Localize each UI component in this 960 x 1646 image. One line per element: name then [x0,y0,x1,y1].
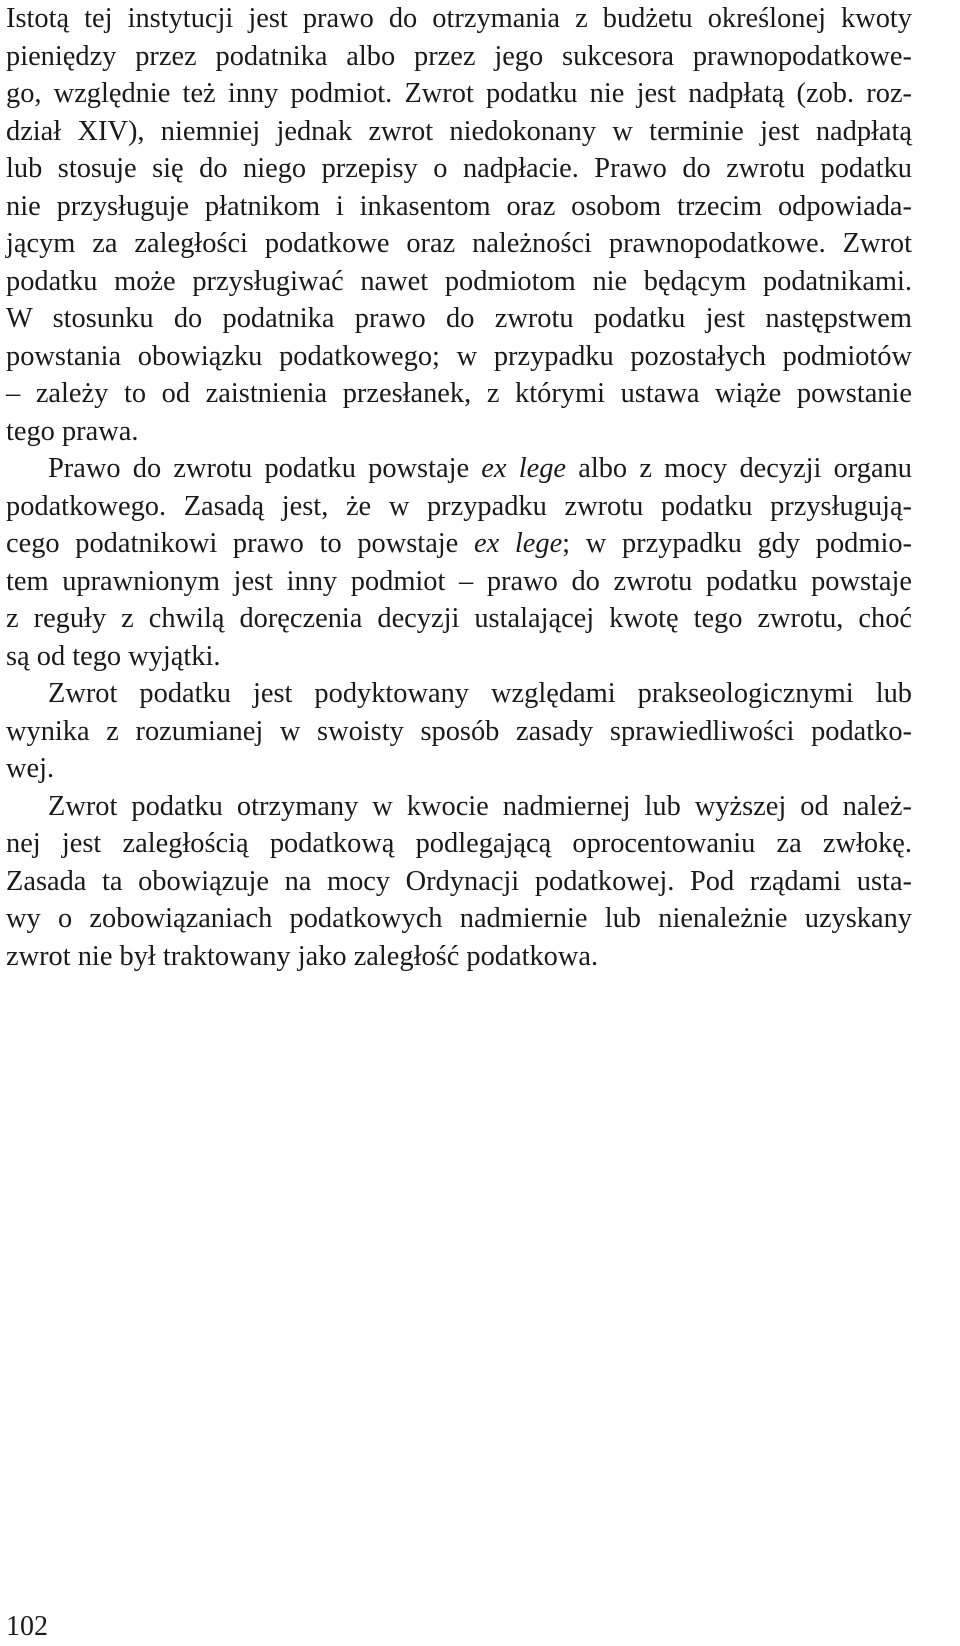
text-run: nej jest zaległością podatkową podlegającą oprocentowaniu za zwłokę. [6,828,912,859]
text-run: nie przysługuje płatnikom i inkasentom oraz osobom trzecim odpowiada- [6,190,912,222]
text-run: Prawo do zwrotu podatku powstaje [48,453,482,484]
page-number: 102 [6,1611,48,1642]
text-run: Istotą tej instytucji jest prawo do otrzymania z budżetu określonej kwoty [6,3,912,34]
text-run: – zależy to od zaistnienia przesłanek, z którymi ustawa wiąże powstanie [6,378,912,409]
text-run: podatkowego. Zasadą jest, że w przypadku zwrotu podatku przysługują- [6,490,912,522]
text-line [6,38,912,76]
text-run: W stosunku do podatnika prawo do zwrotu podatku jest następstwem [6,303,912,334]
text-run: powstania obowiązku podatkowego; w przypadku pozostałych podmiotów [6,340,912,372]
text-line [6,863,912,901]
text-run: go, względnie też inny podmiot. Zwrot podatku nie jest nadpłatą (zob. roz- [6,78,912,109]
text-line [6,900,912,938]
text-line [6,338,912,376]
text-run: zwrot nie był traktowany jako zaległość podatkowa. [6,940,599,972]
text-line [6,713,912,751]
text-run: albo z mocy decyzji organu [566,453,912,484]
text-run: jącym za zaległości podatkowe oraz należności prawnopodatkowe. Zwrot [6,228,912,259]
text-line [6,113,912,151]
text-line [6,525,912,563]
text-line [6,675,912,713]
text-line [6,225,912,263]
text-line [6,300,912,338]
text-line [6,600,912,638]
text-line [6,263,912,301]
text-run: z reguły z chwilą doręczenia decyzji ustalającej kwotę tego zwrotu, choć [6,603,912,634]
text-line [6,375,912,413]
text-run: Zwrot podatku jest podyktowany względami prakseologicznymi lub [48,678,912,709]
text-run: podatku może przysługiwać nawet podmiotom nie będącym podatnikami. [6,265,912,297]
text-run: tem uprawnionym jest inny podmiot – prawo do zwrotu podatku powstaje [6,565,912,597]
text-line [6,0,912,38]
text-run: wej. [6,753,55,784]
text-line [6,788,912,826]
text-line [6,75,912,113]
italic-term: ex lege [481,453,567,484]
text-run: Zasada ta obowiązuje na mocy Ordynacji podatkowej. Pod rządami usta- [6,865,912,897]
italic-term: ex lege [473,528,563,559]
text-line [6,825,912,863]
text-run: wynika z rozumianej w swoisty sposób zasady sprawiedliwości podatko- [6,715,912,747]
text-line [6,413,912,451]
text-line [6,188,912,226]
text-line [6,750,912,788]
text-run: są od tego wyjątki. [6,640,221,672]
text-run: tego prawa. [6,415,139,447]
text-line [6,150,912,188]
text-run: wy o zobowiązaniach podatkowych nadmiernie lub nienależnie uzyskany [6,903,912,934]
text-run: ; w przypadku gdy podmio- [562,528,912,559]
text-run: dział XIV), niemniej jednak zwrot niedokonany w terminie jest nadpłatą [6,115,912,147]
text-run: lub stosuje się do niego przepisy o nadpłacie. Prawo do zwrotu podatku [6,153,912,184]
text-line [6,563,912,601]
text-line [6,938,912,976]
document-body [6,0,912,975]
text-run: Zwrot podatku otrzymany w kwocie nadmiernej lub wyższej od należ- [48,790,912,822]
text-run: pieniędzy przez podatnika albo przez jego sukcesora prawnopodatkowe- [6,40,912,72]
text-line [6,488,912,526]
text-line [6,450,912,488]
text-run: cego podatnikowi prawo to powstaje [6,528,474,559]
text-line [6,638,912,676]
